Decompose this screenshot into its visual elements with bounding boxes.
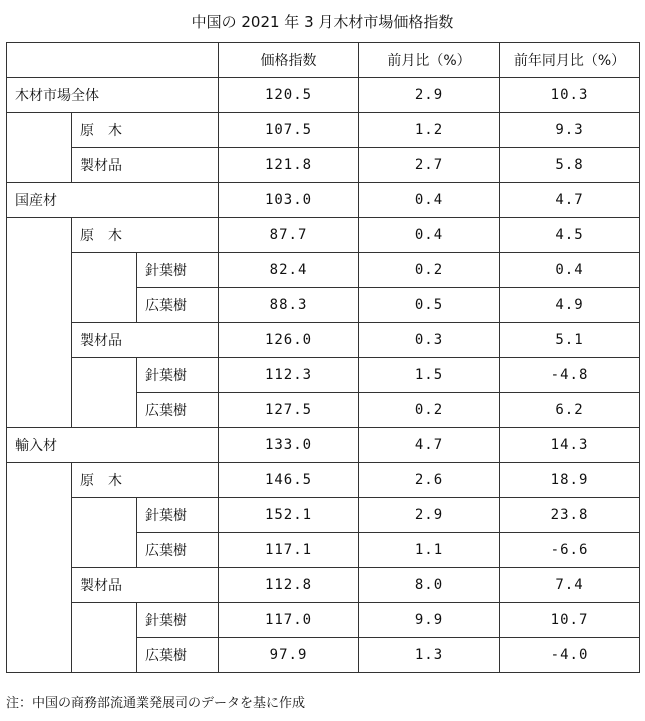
header-mom: 前月比（%） [359, 43, 500, 78]
row-label: 製材品 [72, 148, 219, 183]
row-label: 国産材 [7, 183, 219, 218]
price-index-table [6, 42, 640, 673]
table-row [7, 358, 640, 393]
indent-cell [72, 603, 137, 673]
row-label: 広葉樹 [137, 393, 219, 428]
price-index-cell: 133.0 [219, 428, 359, 463]
yoy-cell: 10.7 [500, 603, 640, 638]
indent-cell [72, 498, 137, 568]
row-label: 針葉樹 [137, 498, 219, 533]
price-index-cell: 127.5 [219, 393, 359, 428]
mom-cell: 0.4 [359, 218, 500, 253]
table-row [7, 323, 640, 358]
price-index-cell: 82.4 [219, 253, 359, 288]
price-index-cell: 107.5 [219, 113, 359, 148]
mom-cell: 1.3 [359, 638, 500, 673]
indent-cell [72, 358, 137, 428]
mom-cell: 0.3 [359, 323, 500, 358]
header-blank [7, 43, 219, 78]
table-title: 中国の 2021 年 3 月木材市場価格指数 [191, 13, 454, 31]
price-index-cell: 117.1 [219, 533, 359, 568]
price-index-cell: 117.0 [219, 603, 359, 638]
yoy-cell: 7.4 [500, 568, 640, 603]
yoy-cell: 10.3 [500, 78, 640, 113]
row-label: 原 木 [72, 463, 219, 498]
mom-cell: 0.2 [359, 393, 500, 428]
price-index-cell: 112.3 [219, 358, 359, 393]
yoy-cell: -6.6 [500, 533, 640, 568]
header-row [7, 43, 640, 78]
table-row [7, 603, 640, 638]
price-index-cell: 121.8 [219, 148, 359, 183]
indent-cell [7, 113, 72, 183]
yoy-cell: 0.4 [500, 253, 640, 288]
table-row [7, 113, 640, 148]
mom-cell: 8.0 [359, 568, 500, 603]
yoy-cell: 4.9 [500, 288, 640, 323]
row-label: 広葉樹 [137, 288, 219, 323]
yoy-cell: -4.0 [500, 638, 640, 673]
yoy-cell: 6.2 [500, 393, 640, 428]
mom-cell: 2.6 [359, 463, 500, 498]
mom-cell: 0.5 [359, 288, 500, 323]
table-row [7, 428, 640, 463]
table-row [7, 253, 640, 288]
row-label: 針葉樹 [137, 603, 219, 638]
row-label: 広葉樹 [137, 533, 219, 568]
price-index-cell: 103.0 [219, 183, 359, 218]
yoy-cell: -4.8 [500, 358, 640, 393]
price-index-cell: 88.3 [219, 288, 359, 323]
row-label: 針葉樹 [137, 358, 219, 393]
mom-cell: 1.5 [359, 358, 500, 393]
row-label: 製材品 [72, 568, 219, 603]
mom-cell: 4.7 [359, 428, 500, 463]
header-price-index: 価格指数 [219, 43, 359, 78]
row-label: 製材品 [72, 323, 219, 358]
mom-cell: 9.9 [359, 603, 500, 638]
table-row [7, 78, 640, 113]
yoy-cell: 4.7 [500, 183, 640, 218]
yoy-cell: 4.5 [500, 218, 640, 253]
price-index-cell: 146.5 [219, 463, 359, 498]
price-index-cell: 112.8 [219, 568, 359, 603]
mom-cell: 0.4 [359, 183, 500, 218]
row-label: 針葉樹 [137, 253, 219, 288]
indent-cell [7, 463, 72, 673]
source-note: 注：中国の商務部流通業発展司のデータを基に作成 [6, 696, 306, 711]
table-row [7, 568, 640, 603]
mom-cell: 1.2 [359, 113, 500, 148]
price-index-cell: 120.5 [219, 78, 359, 113]
indent-cell [7, 218, 72, 428]
row-label: 原 木 [72, 218, 219, 253]
mom-cell: 2.9 [359, 498, 500, 533]
table-row [7, 218, 640, 253]
yoy-cell: 23.8 [500, 498, 640, 533]
mom-cell: 2.9 [359, 78, 500, 113]
row-label: 広葉樹 [137, 638, 219, 673]
table-row [7, 148, 640, 183]
row-label: 原 木 [72, 113, 219, 148]
row-label: 木材市場全体 [7, 78, 219, 113]
price-index-cell: 152.1 [219, 498, 359, 533]
yoy-cell: 5.1 [500, 323, 640, 358]
mom-cell: 1.1 [359, 533, 500, 568]
indent-cell [72, 253, 137, 323]
yoy-cell: 18.9 [500, 463, 640, 498]
row-label: 輸入材 [7, 428, 219, 463]
table-row [7, 463, 640, 498]
price-index-cell: 126.0 [219, 323, 359, 358]
yoy-cell: 5.8 [500, 148, 640, 183]
header-yoy: 前年同月比（%） [500, 43, 640, 78]
price-index-cell: 87.7 [219, 218, 359, 253]
mom-cell: 0.2 [359, 253, 500, 288]
yoy-cell: 14.3 [500, 428, 640, 463]
table-row [7, 498, 640, 533]
table-row [7, 183, 640, 218]
yoy-cell: 9.3 [500, 113, 640, 148]
mom-cell: 2.7 [359, 148, 500, 183]
price-index-cell: 97.9 [219, 638, 359, 673]
